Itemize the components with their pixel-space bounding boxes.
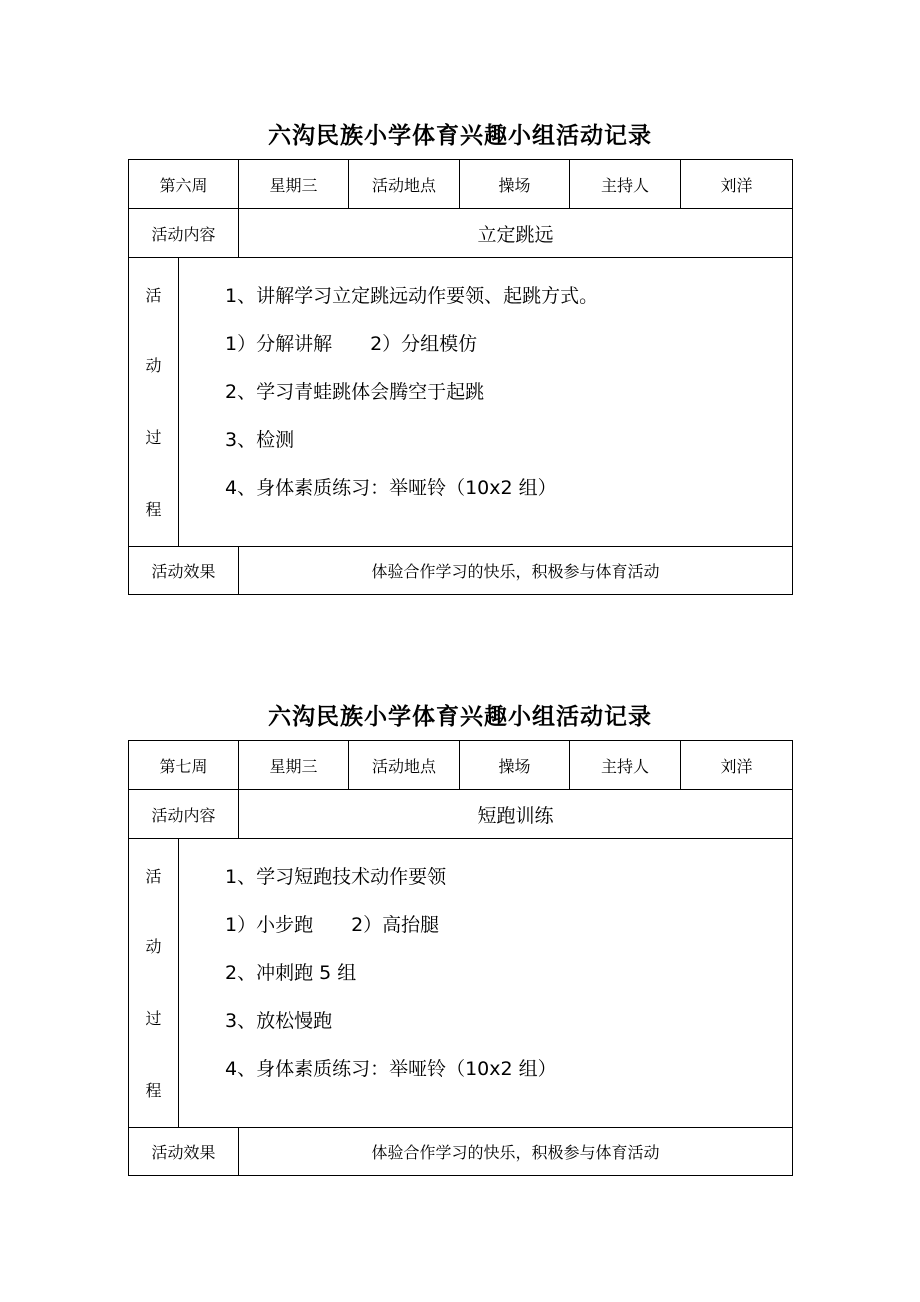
- activity-record: [128, 116, 792, 595]
- host-label: 主持人: [570, 741, 681, 790]
- location-label: 活动地点: [349, 160, 460, 209]
- effect-value: 体验合作学习的快乐，积极参与体育活动: [239, 547, 793, 595]
- content-value: 立定跳远: [239, 209, 793, 258]
- record-table: [128, 159, 793, 595]
- weekday-cell: 星期三: [239, 160, 349, 209]
- process-line: 1）小步跑 2）高抬腿: [225, 914, 440, 936]
- activity-record: [128, 697, 792, 1176]
- record-table: [128, 740, 793, 1176]
- process-label-char: 程: [145, 500, 162, 519]
- process-line: 2、学习青蛙跳体会腾空于起跳: [225, 381, 485, 403]
- process-line: 1）分解讲解 2）分组模仿: [225, 333, 478, 355]
- content-label: 活动内容: [129, 790, 239, 839]
- location-label: 活动地点: [349, 741, 460, 790]
- location-value: 操场: [460, 741, 570, 790]
- process-label-char: 活: [145, 286, 162, 305]
- host-label: 主持人: [570, 160, 681, 209]
- process-line: 4、身体素质练习：举哑铃（10x2 组）: [225, 477, 557, 499]
- process-line: 2、冲刺跑 5 组: [225, 962, 357, 984]
- process-label-char: 程: [145, 1081, 162, 1100]
- process-label: [129, 258, 179, 547]
- week-cell: 第七周: [129, 741, 239, 790]
- process-label-char: 过: [145, 428, 162, 447]
- process-label-char: 动: [145, 937, 162, 956]
- process-line: 4、身体素质练习：举哑铃（10x2 组）: [225, 1058, 557, 1080]
- process-line: 1、讲解学习立定跳远动作要领、起跳方式。: [225, 285, 599, 307]
- process-label-char: 动: [145, 356, 162, 375]
- process-label-char: 活: [145, 867, 162, 886]
- process-line: 3、放松慢跑: [225, 1010, 333, 1032]
- host-value: 刘洋: [681, 160, 793, 209]
- content-label: 活动内容: [129, 209, 239, 258]
- process-content: [179, 258, 793, 547]
- weekday-cell: 星期三: [239, 741, 349, 790]
- process-line: 1、学习短跑技术动作要领: [225, 866, 447, 888]
- process-content: [179, 839, 793, 1128]
- effect-value: 体验合作学习的快乐，积极参与体育活动: [239, 1128, 793, 1176]
- process-label-char: 过: [145, 1009, 162, 1028]
- process-label: [129, 839, 179, 1128]
- process-line: 3、检测: [225, 429, 295, 451]
- host-value: 刘洋: [681, 741, 793, 790]
- content-value: 短跑训练: [239, 790, 793, 839]
- effect-label: 活动效果: [129, 547, 239, 595]
- week-cell: 第六周: [129, 160, 239, 209]
- effect-label: 活动效果: [129, 1128, 239, 1176]
- record-title: 六沟民族小学体育兴趣小组活动记录: [268, 703, 652, 730]
- location-value: 操场: [460, 160, 570, 209]
- record-title: 六沟民族小学体育兴趣小组活动记录: [268, 122, 652, 149]
